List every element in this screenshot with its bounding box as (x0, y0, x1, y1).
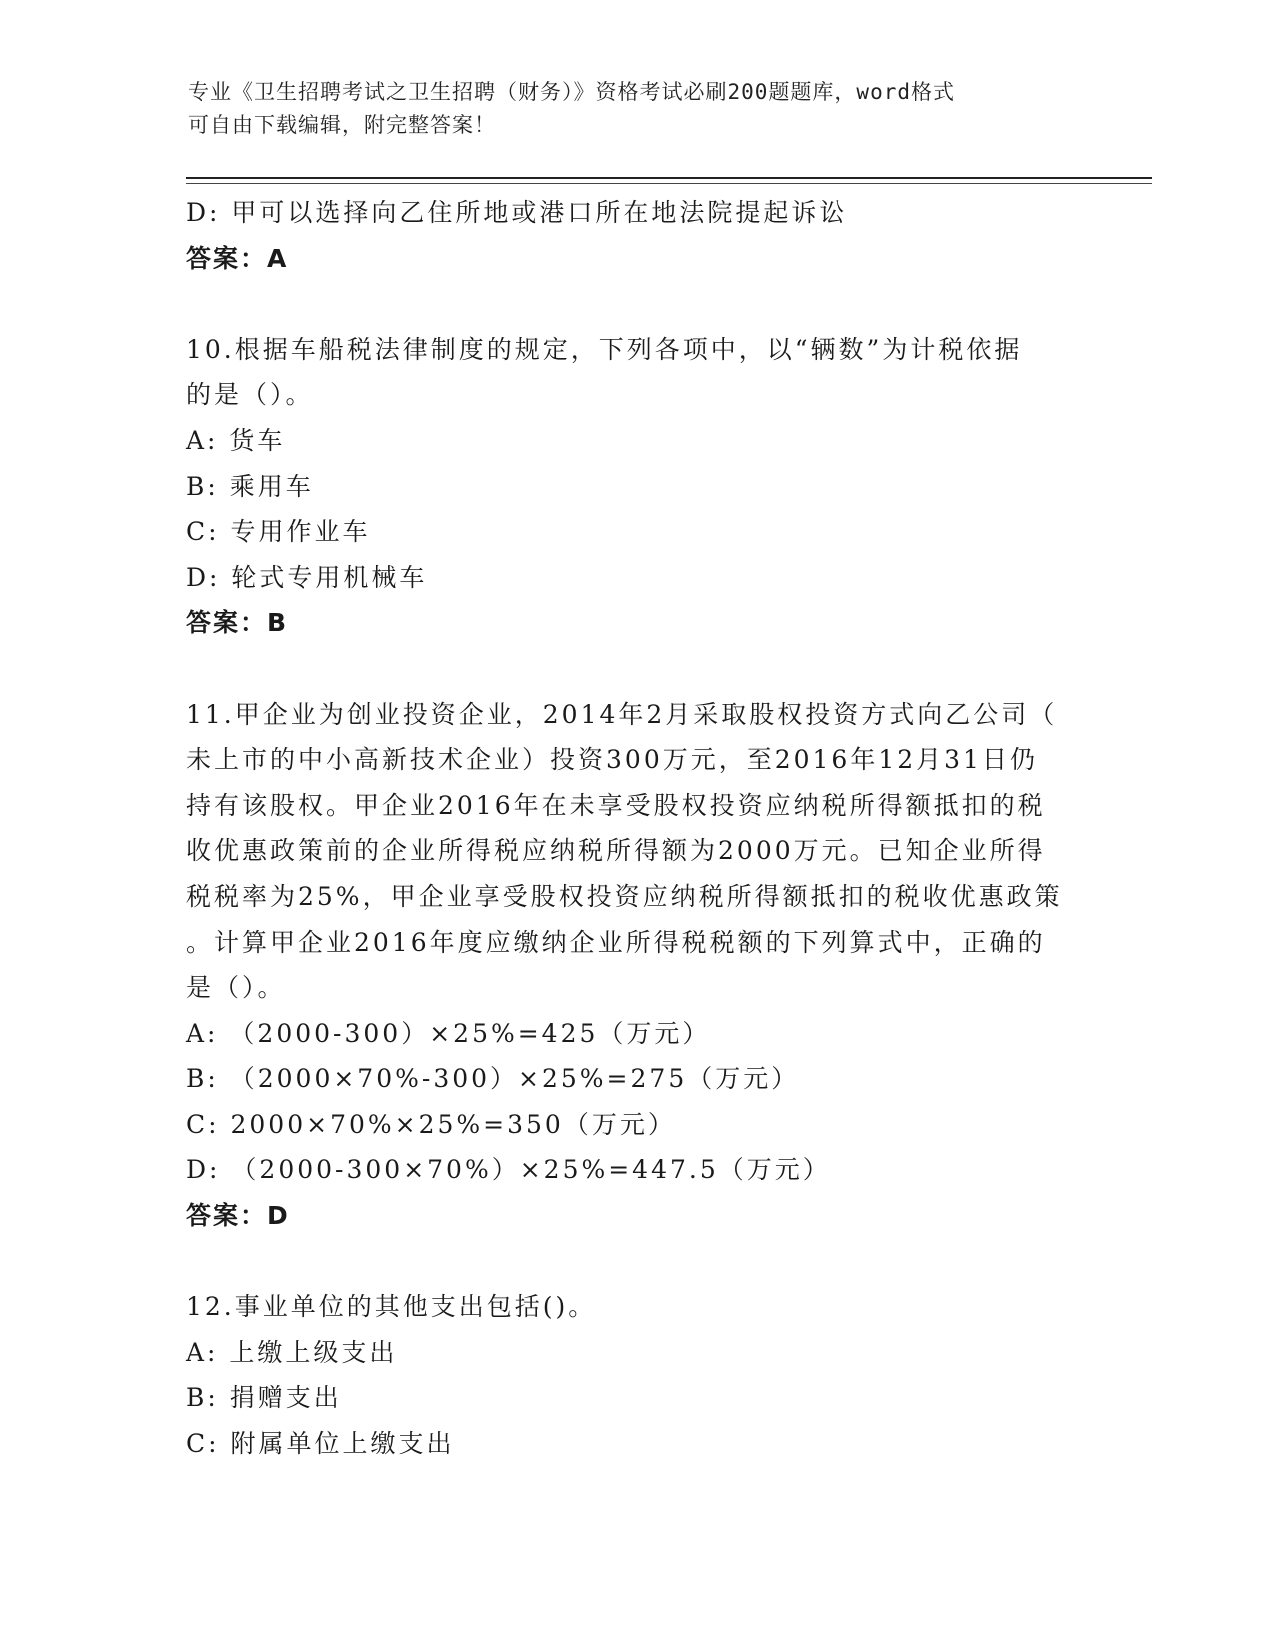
header-title-line-2: 可自由下载编辑，附完整答案！ (188, 113, 496, 137)
header-divider-thin (186, 183, 1152, 184)
question-11-option-a: A: （2000-300）×25%=425（万元） (186, 1018, 711, 1048)
question-11-option-c: C: 2000×70%×25%=350（万元） (186, 1109, 676, 1139)
question-11-stem-line: 未上市的中小高新技术企业）投资300万元，至2016年12月31日仍 (186, 745, 1038, 775)
question-10-option-d: D: 轮式专用机械车 (186, 562, 428, 592)
question-9-tail (186, 190, 1086, 281)
question-11-stem-line: 。计算甲企业2016年度应缴纳企业所得税税额的下列算式中，正确的 (186, 927, 1046, 957)
question-11-answer: 答案：D (186, 1201, 290, 1231)
question-12-stem-line: 12.事业单位的其他支出包括()。 (186, 1292, 597, 1322)
question-11-option-b: B: （2000×70%-300）×25%=275（万元） (186, 1064, 800, 1094)
question-11-option-d: D: （2000-300×70%）×25%=447.5（万元） (186, 1155, 831, 1185)
question-12-option-a: A: 上缴上级支出 (186, 1337, 398, 1367)
question-9-answer: 答案：A (186, 243, 289, 273)
question-10-option-a: A: 货车 (186, 425, 286, 455)
question-10-option-b: B: 乘用车 (186, 471, 314, 501)
question-11-stem-line: 11.甲企业为创业投资企业，2014年2月采取股权投资方式向乙公司（ (186, 699, 1058, 729)
question-9-option-d: D: 甲可以选择向乙住所地或港口所在地法院提起诉讼 (186, 198, 848, 227)
question-12 (186, 1284, 1086, 1466)
question-10 (186, 327, 1086, 646)
question-spacer (186, 646, 1086, 692)
header-divider-thick (186, 177, 1152, 179)
question-10-stem-line: 10.根据车船税法律制度的规定，下列各项中，以“辆数”为计税依据 (186, 334, 1023, 364)
question-spacer (186, 281, 1086, 327)
question-10-answer: 答案：B (186, 608, 289, 638)
question-spacer (186, 1239, 1086, 1285)
question-11-stem-line: 持有该股权。甲企业2016年在未享受股权投资应纳税所得额抵扣的税 (186, 790, 1046, 820)
question-11-stem-line: 是（）。 (186, 973, 286, 1003)
question-10-option-c: C: 专用作业车 (186, 517, 371, 547)
header-title-line-1: 专业《卫生招聘考试之卫生招聘（财务）》资格考试必刷200题题库，word格式 (188, 80, 955, 104)
question-12-option-c: C: 附属单位上缴支出 (186, 1429, 455, 1459)
question-11-stem-line: 税税率为25%，甲企业享受股权投资应纳税所得额抵扣的税收优惠政策 (186, 881, 1063, 911)
question-10-stem-line: 的是（）。 (186, 380, 314, 410)
question-content (186, 190, 1086, 1467)
question-11 (186, 692, 1086, 1239)
question-11-stem-line: 收优惠政策前的企业所得税应纳税所得额为2000万元。已知企业所得 (186, 836, 1046, 866)
document-header (188, 76, 1078, 142)
question-12-option-b: B: 捐赠支出 (186, 1383, 342, 1413)
